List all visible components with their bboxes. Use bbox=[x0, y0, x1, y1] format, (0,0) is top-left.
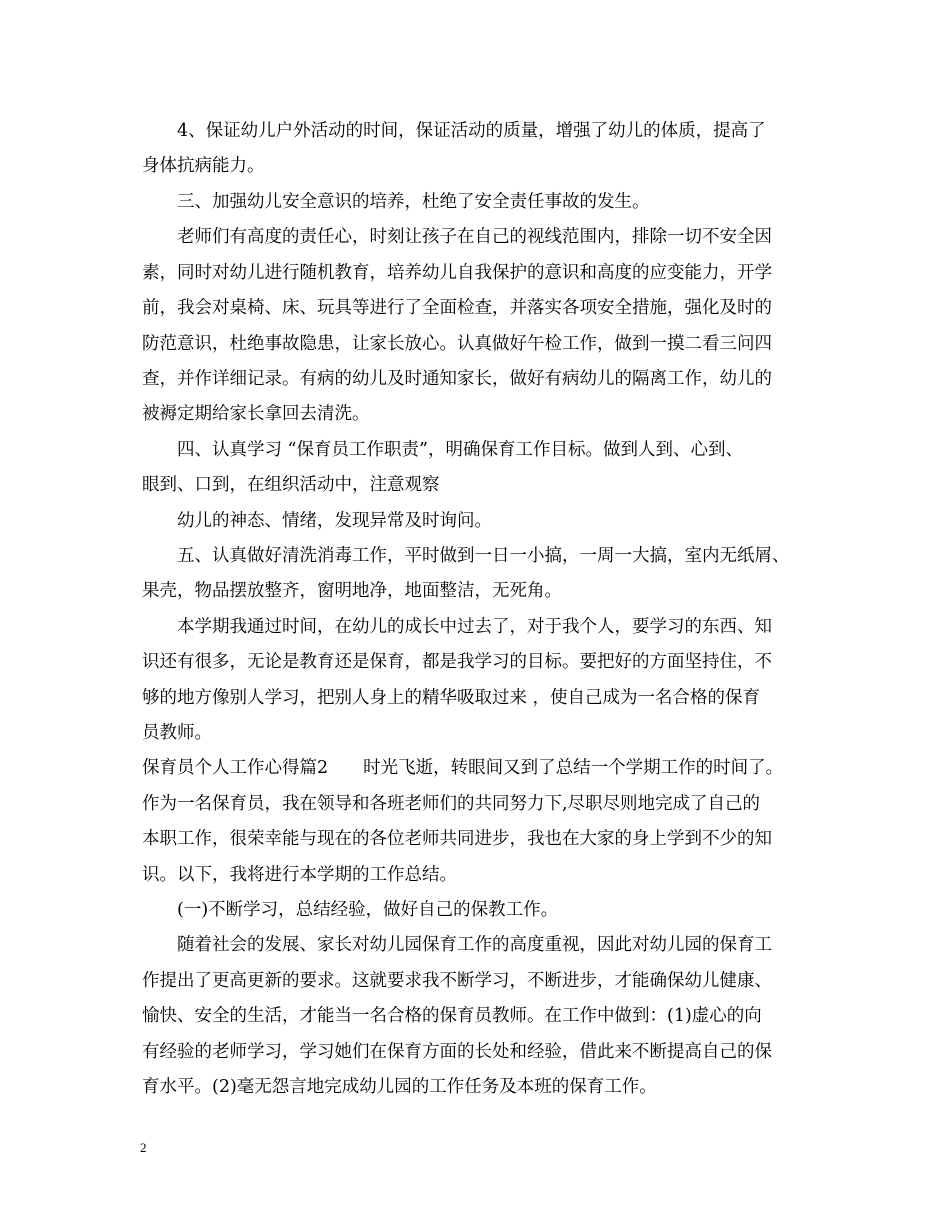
section-heading-line: 保育员个人工作心得篇2 时光飞逝，转眼间又到了总结一个学期工作的时间了。 bbox=[142, 758, 784, 778]
text-line: 识。以下，我将进行本学期的工作总结。 bbox=[142, 865, 457, 885]
text-line: 被褥定期给家长拿回去清洗。 bbox=[142, 404, 370, 424]
text-line: 4、保证幼儿户外活动的时间，保证活动的质量，增强了幼儿的体质，提高了 bbox=[177, 121, 766, 141]
text-line: 果壳，物品摆放整齐，窗明地净，地面整洁，无死角。 bbox=[142, 581, 562, 601]
text-line: 作为一名保育员，我在领导和各班老师们的共同努力下,尽职尽则地完成了自己的 bbox=[142, 794, 761, 814]
text-line: 有经验的老师学习，学习她们在保育方面的长处和经验，借此来不断提高自己的保 bbox=[142, 1042, 772, 1062]
page-number: 2 bbox=[140, 1140, 147, 1155]
text-line: 幼儿的神态、情绪，发现异常及时询问。 bbox=[177, 511, 492, 531]
text-line: 身体抗病能力。 bbox=[142, 156, 265, 176]
text-line: 前，我会对桌椅、床、玩具等进行了全面检查，并落实各项安全措施，强化及时的 bbox=[142, 298, 772, 318]
text-line: 四、认真学习 “保育员工作职责”，明确保育工作目标。做到人到、心到、 bbox=[177, 440, 743, 460]
text-line: 作提出了更高更新的要求。这就要求我不断学习，不断进步，才能确保幼儿健康、 bbox=[142, 971, 772, 991]
text-line: 育水平。(2)毫无怨言地完成幼儿园的工作任务及本班的保育工作。 bbox=[142, 1077, 657, 1097]
text-line: 五、认真做好清洗消毒工作，平时做到一日一小搞，一周一大搞，室内无纸屑、 bbox=[177, 546, 790, 566]
text-line: 愉快、安全的生活，才能当一名合格的保育员教师。在工作中做到：(1)虚心的向 bbox=[142, 1006, 762, 1026]
text-line: 员教师。 bbox=[142, 723, 212, 743]
text-line: (一)不断学习，总结经验，做好自己的保教工作。 bbox=[177, 900, 559, 920]
text-line: 随着社会的发展、家长对幼儿园保育工作的高度重视，因此对幼儿园的保育工 bbox=[177, 935, 772, 955]
text-line: 本学期我通过时间，在幼儿的成长中过去了，对于我个人，要学习的东西、知 bbox=[177, 617, 772, 637]
text-line: 老师们有高度的责任心，时刻让孩子在自己的视线范围内，排除一切不安全因 bbox=[177, 227, 772, 247]
text-line: 防范意识，杜绝事故隐患，让家长放心。认真做好午检工作，做到一摸二看三问四 bbox=[142, 334, 772, 354]
text-line: 查，并作详细记录。有病的幼儿及时通知家长，做好有病幼儿的隔离工作，幼儿的 bbox=[142, 369, 772, 389]
text-line: 眼到、口到，在组织活动中，注意观察 bbox=[142, 475, 440, 495]
text-line: 够的地方像别人学习，把别人身上的精华吸取过来 ，使自己成为一名合格的保育 bbox=[142, 688, 761, 708]
text-line: 素，同时对幼儿进行随机教育，培养幼儿自我保护的意识和高度的应变能力，开学 bbox=[142, 263, 772, 283]
text-line: 识还有很多，无论是教育还是保育，都是我学习的目标。要把好的方面坚持住，不 bbox=[142, 652, 772, 672]
text-line: 本职工作，很荣幸能与现在的各位老师共同进步，我也在大家的身上学到不少的知 bbox=[142, 829, 772, 849]
text-line: 三、加强幼儿安全意识的培养，杜绝了安全责任事故的发生。 bbox=[177, 192, 650, 212]
